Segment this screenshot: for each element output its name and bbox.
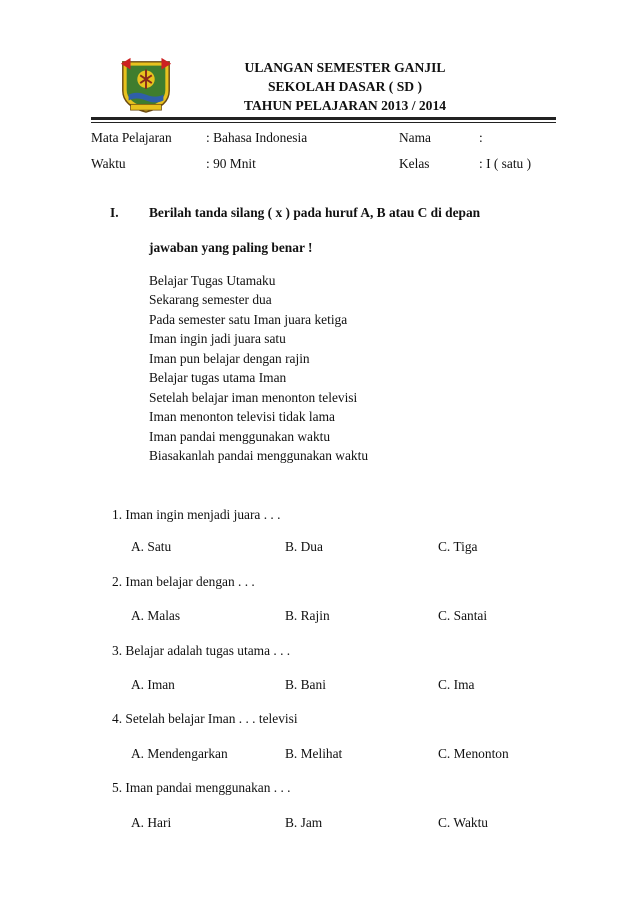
title-line-1: ULANGAN SEMESTER GANJIL bbox=[244, 60, 446, 75]
instruction-line-2: jawaban yang paling benar ! bbox=[149, 240, 313, 255]
name-label: Nama bbox=[399, 130, 431, 145]
poem-line: Pada semester satu Iman juara ketiga bbox=[149, 312, 348, 327]
poem-line: Setelah belajar iman menonton televisi bbox=[149, 390, 358, 405]
poem-line: Belajar tugas utama Iman bbox=[149, 370, 287, 385]
question-2: 2. Iman belajar dengan . . . bbox=[112, 574, 255, 589]
question-5: 5. Iman pandai menggunakan . . . bbox=[112, 780, 291, 795]
poem-line: Belajar Tugas Utamaku bbox=[149, 273, 276, 288]
q4-option-b: B. Melihat bbox=[285, 746, 343, 761]
q3-option-a: A. Iman bbox=[131, 677, 175, 692]
header-rule-thin bbox=[91, 122, 556, 123]
q2-option-a: A. Malas bbox=[131, 608, 181, 623]
q4-option-c: C. Menonton bbox=[438, 746, 509, 761]
title-line-3: TAHUN PELAJARAN 2013 / 2014 bbox=[243, 98, 447, 113]
poem-line: Iman ingin jadi juara satu bbox=[149, 331, 286, 346]
name-value: : bbox=[479, 130, 483, 145]
section-number: I. bbox=[110, 205, 119, 220]
instruction-line-1: Berilah tanda silang ( x ) pada huruf A, B atau C di depan bbox=[149, 205, 481, 220]
q5-option-a: A. Hari bbox=[131, 815, 172, 830]
header-rule-thick bbox=[91, 117, 556, 120]
time-label: Waktu bbox=[91, 156, 126, 171]
question-3: 3. Belajar adalah tugas utama . . . bbox=[112, 643, 291, 658]
question-1: 1. Iman ingin menjadi juara . . . bbox=[112, 507, 281, 522]
class-label: Kelas bbox=[399, 156, 430, 171]
title-line-2: SEKOLAH DASAR ( SD ) bbox=[267, 79, 423, 94]
poem-line: Iman pun belajar dengan rajin bbox=[149, 351, 310, 366]
q2-option-c: C. Santai bbox=[438, 608, 488, 623]
q5-option-b: B. Jam bbox=[285, 815, 323, 830]
poem-line: Iman pandai menggunakan waktu bbox=[149, 429, 331, 444]
poem-line: Iman menonton televisi tidak lama bbox=[149, 409, 335, 424]
question-4: 4. Setelah belajar Iman . . . televisi bbox=[112, 711, 298, 726]
q2-option-b: B. Rajin bbox=[285, 608, 330, 623]
subject-value: : Bahasa Indonesia bbox=[206, 130, 308, 145]
school-emblem-logo bbox=[117, 56, 175, 114]
q1-option-b: B. Dua bbox=[285, 539, 323, 554]
q4-option-a: A. Mendengarkan bbox=[131, 746, 228, 761]
q1-option-a: A. Satu bbox=[131, 539, 172, 554]
time-value: : 90 Mnit bbox=[206, 156, 256, 171]
q1-option-c: C. Tiga bbox=[438, 539, 478, 554]
q3-option-c: C. Ima bbox=[438, 677, 475, 692]
q3-option-b: B. Bani bbox=[285, 677, 326, 692]
poem-line: Sekarang semester dua bbox=[149, 292, 272, 307]
subject-label: Mata Pelajaran bbox=[91, 130, 172, 145]
class-value: : I ( satu ) bbox=[479, 156, 532, 171]
q5-option-c: C. Waktu bbox=[438, 815, 489, 830]
poem-line: Biasakanlah pandai menggunakan waktu bbox=[149, 448, 369, 463]
